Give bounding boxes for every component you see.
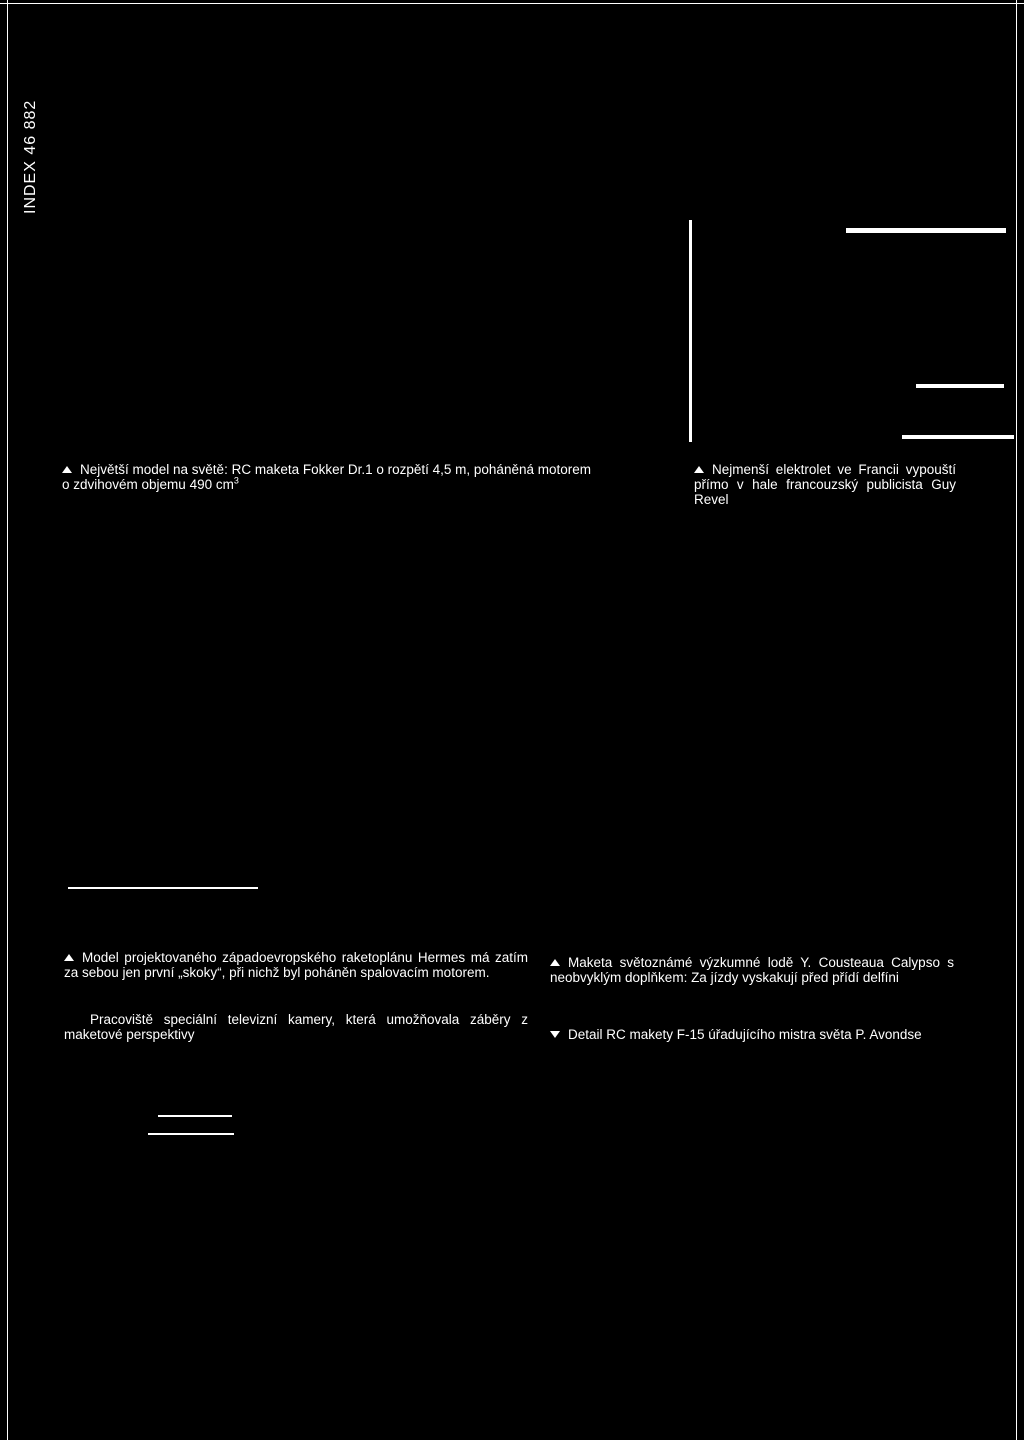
caption-f15-text: Detail RC makety F-15 úřadujícího mistra světa P. Avondse [568, 1027, 922, 1042]
index-label: INDEX 46 882 [22, 99, 39, 214]
triangle-up-icon [694, 466, 704, 473]
scan-mark-2 [916, 384, 1004, 388]
triangle-up-icon [62, 466, 72, 473]
caption-fokker-line1: Největší model na světě: RC maketa Fokker Dr.1 o rozpětí 4,5 m, poháněná motorem [80, 462, 591, 477]
triangle-down-icon [550, 1031, 560, 1038]
top-border-line [0, 3, 1024, 4]
caption-pracoviste-text: Pracoviště speciální televizní kamery, která umožňovala záběry z maketové perspektivy [64, 1012, 528, 1042]
caption-hermes-text: Model projektovaného západoevropského raketoplánu Hermes má zatím za sebou jen první „skoky“, při nichž byl poháněn spalovacím motorem. [64, 950, 528, 980]
caption-calypso-text: Maketa světoznámé výzkumné lodě Y. Cousteaua Calypso s neobvyklým doplňkem: Za jízdy vyskakují před přídí delfíni [550, 955, 954, 985]
scan-mark-3 [902, 435, 1014, 439]
caption-elektrolet-text: Nejmenší elektrolet ve Francii vypouští přímo v hale francouzský publicista Guy Revel [694, 462, 956, 507]
left-border-line [7, 0, 8, 1440]
right-border-line [1016, 0, 1017, 1440]
caption-fokker-sup: 3 [233, 475, 239, 486]
caption-elektrolet [694, 462, 956, 507]
triangle-up-icon [550, 959, 560, 966]
scan-mark-5 [158, 1115, 232, 1117]
caption-pracoviste [64, 1012, 528, 1042]
caption-f15 [550, 1027, 970, 1042]
caption-calypso [550, 955, 954, 985]
scan-mark-4 [68, 887, 258, 889]
photo-divider-vertical [689, 220, 692, 442]
scan-mark-1 [846, 228, 1006, 233]
caption-fokker [62, 462, 674, 492]
triangle-up-icon [64, 954, 74, 961]
caption-fokker-line2: o zdvihovém objemu 490 cm [62, 477, 234, 492]
caption-hermes [64, 950, 528, 980]
scan-mark-6 [148, 1133, 234, 1135]
